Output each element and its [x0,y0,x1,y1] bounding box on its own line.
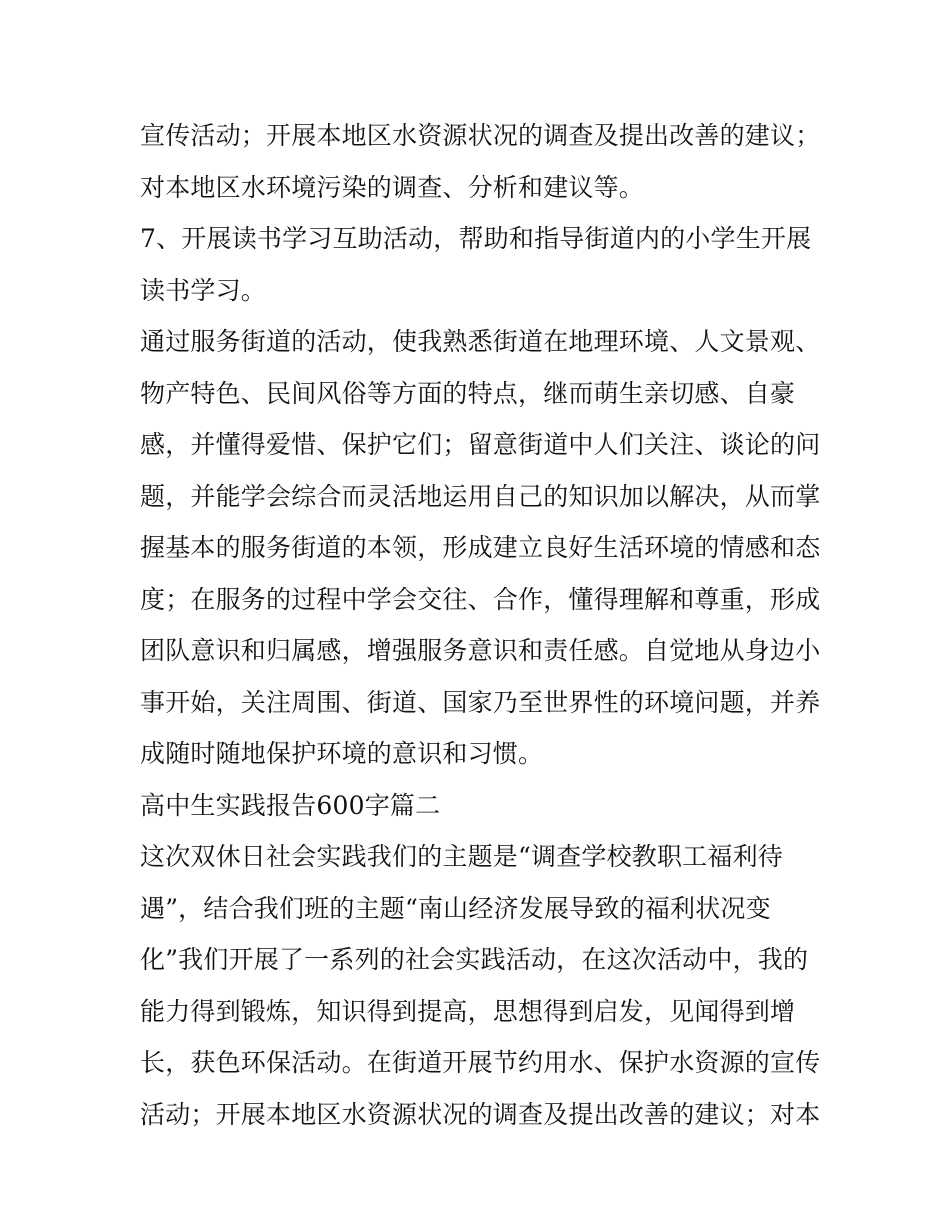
text-line: 物产特色、民间风俗等方面的特点，继而萌生亲切感、自豪 [140,378,796,408]
text-line: 对本地区水环境污染的调查、分析和建议等。 [140,172,645,202]
text-line: 这次双休日社会实践我们的主题是“调查学校教职工福利待 [140,842,783,871]
text-line: 宣传活动；开展本地区水资源状况的调查及提出改善的建议； [140,121,821,150]
text-line: 感，并懂得爱惜、保护它们；留意街道中人们关注、谈论的问 [140,430,821,459]
text-line: 握基本的服务街道的本领，形成建立良好生活环境的情感和态 [140,533,821,562]
text-line: 题，并能学会综合而灵活地运用自己的知识加以解决，从而掌 [140,481,821,511]
text-line: 事开始，关注周围、街道、国家乃至世界性的环境问题，并养 [140,687,821,717]
text-line: 活动；开展本地区水资源状况的调查及提出改善的建议；对本 [140,1099,821,1129]
text-line: 能力得到锻炼，知识得到提高，思想得到启发，见闻得到增 [140,996,796,1026]
text-line: 成随时随地保护环境的意识和习惯。 [140,739,544,768]
document-body [140,110,830,1140]
text-line: 化”我们开展了一系列的社会实践活动，在这次活动中，我的 [140,945,809,974]
section-heading: 高中生实践报告600字篇二 [140,790,441,820]
text-line: 遇”，结合我们班的主题“南山经济发展导致的福利状况变 [140,893,771,923]
text-line: 读书学习。 [140,275,267,305]
text-line: 通过服务街道的活动，使我熟悉街道在地理环境、人文景观、 [140,327,821,356]
text-line: 长，获色环保活动。在街道开展节约用水、保护水资源的宣传 [140,1048,821,1077]
text-line: 团队意识和归属感，增强服务意识和责任感。自觉地从身边小 [140,636,821,665]
text-line: 度；在服务的过程中学会交往、合作，懂得理解和尊重，形成 [140,584,821,614]
text-line: 7、开展读书学习互助活动，帮助和指导街道内的小学生开展 [140,224,812,253]
